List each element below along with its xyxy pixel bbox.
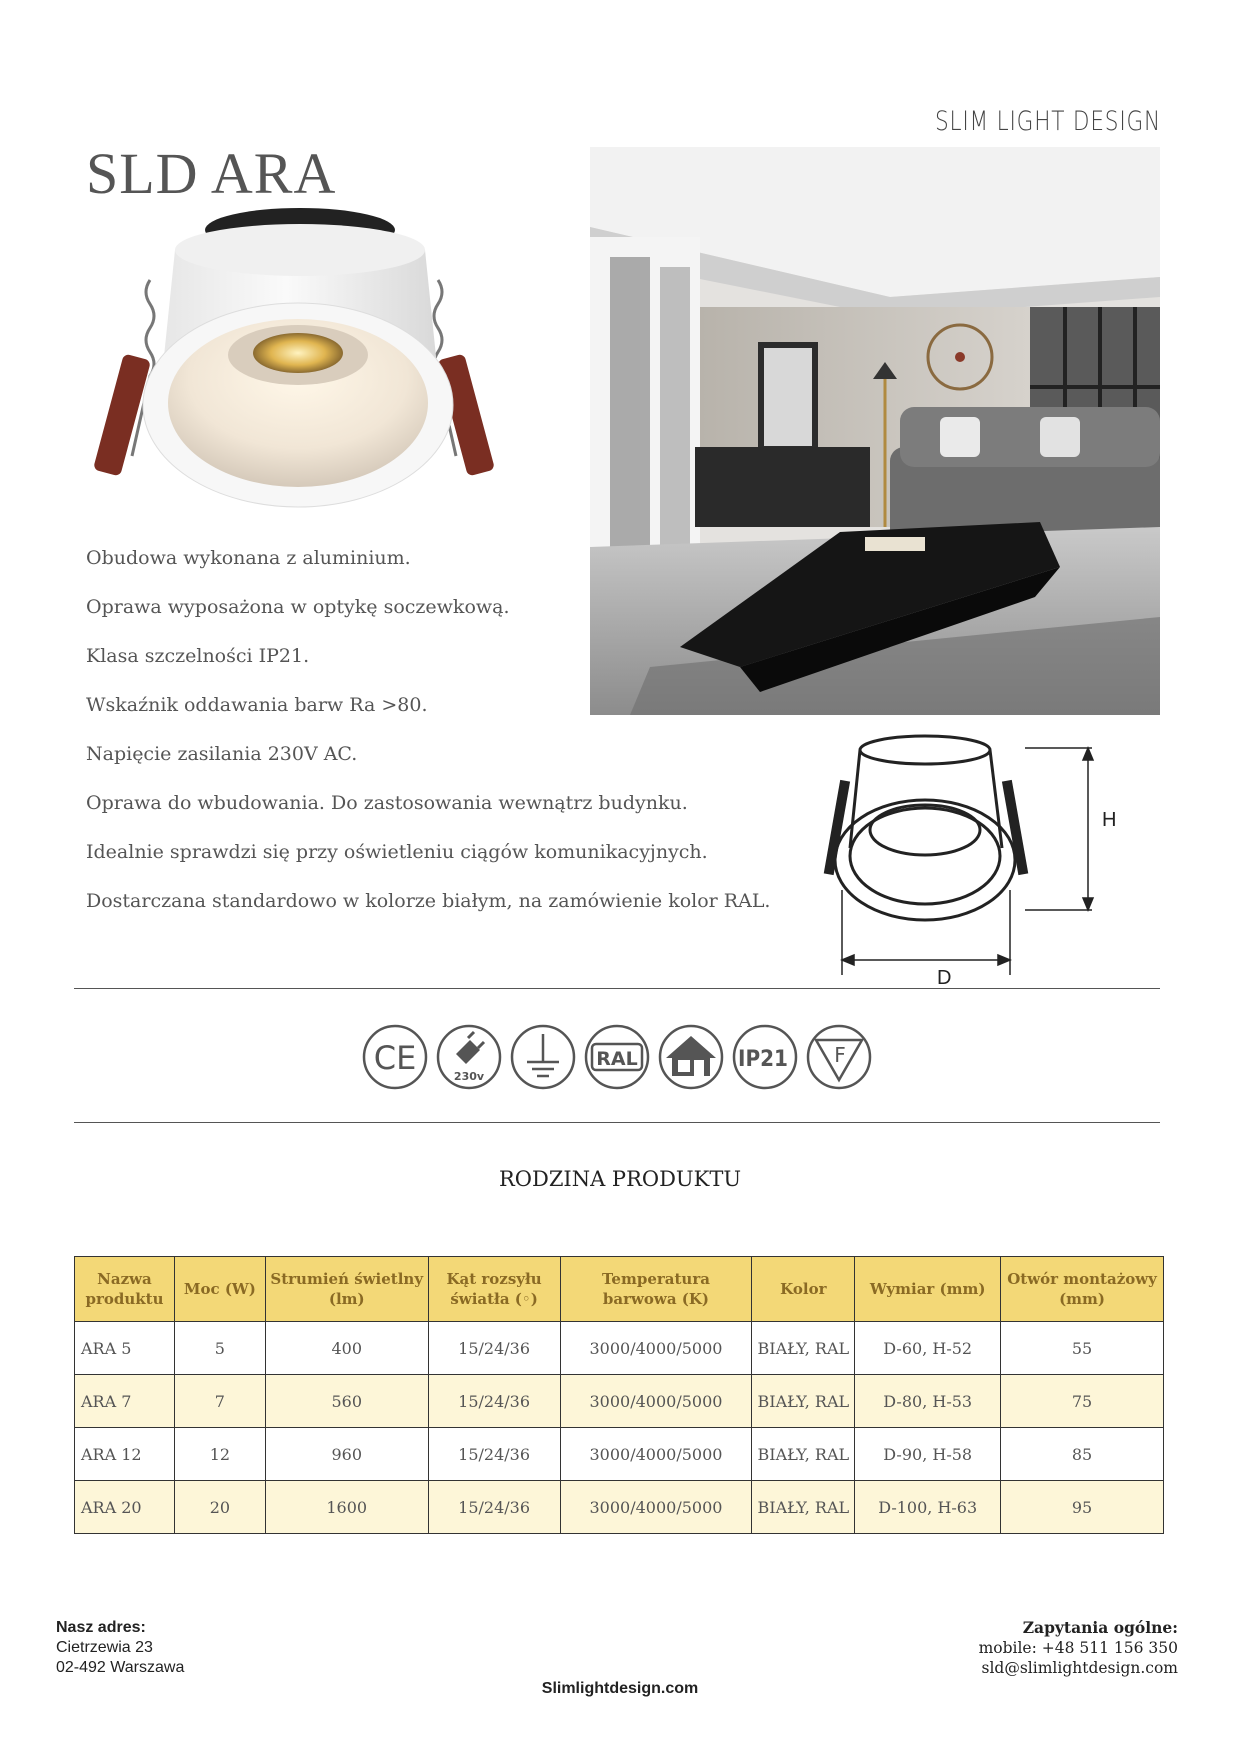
col-header: Moc (W) bbox=[174, 1257, 265, 1322]
feature-list bbox=[86, 545, 770, 937]
address-label: Nasz adres: bbox=[56, 1619, 146, 1636]
table-cell: BIAŁY, RAL bbox=[752, 1375, 855, 1428]
feature-item: Oprawa wyposażona w optykę soczewkową. bbox=[86, 596, 510, 618]
product-title: SLD ARA bbox=[86, 141, 337, 206]
col-header: Kąt rozsyłu światła (◦) bbox=[428, 1257, 560, 1322]
col-header: Kolor bbox=[752, 1257, 855, 1322]
col-header: Nazwa produktu bbox=[75, 1257, 175, 1322]
table-cell: BIAŁY, RAL bbox=[752, 1428, 855, 1481]
table-header-row bbox=[75, 1257, 1164, 1322]
table-cell: 75 bbox=[1001, 1375, 1164, 1428]
svg-text:IP21: IP21 bbox=[738, 1047, 788, 1072]
feature-item: Klasa szczelności IP21. bbox=[86, 645, 310, 667]
svg-text:F: F bbox=[834, 1043, 846, 1067]
feature-item: Oprawa do wbudowania. Do zastosowania wewnątrz budynku. bbox=[86, 792, 688, 814]
f-mark-icon bbox=[806, 1024, 872, 1090]
divider-bottom bbox=[74, 1122, 1160, 1123]
table-cell: 20 bbox=[174, 1481, 265, 1534]
table-cell: 85 bbox=[1001, 1428, 1164, 1481]
feature-item: Dostarczana standardowo w kolorze białym, na zamówienie kolor RAL. bbox=[86, 890, 771, 912]
table-cell: BIAŁY, RAL bbox=[752, 1322, 855, 1375]
table-cell: 3000/4000/5000 bbox=[560, 1428, 752, 1481]
address-city: 02-492 Warszawa bbox=[56, 1659, 185, 1676]
table-cell: D-100, H-63 bbox=[855, 1481, 1001, 1534]
height-label: H bbox=[1102, 809, 1117, 831]
col-header: Otwór montażowy (mm) bbox=[1001, 1257, 1164, 1322]
section-title: RODZINA PRODUKTU bbox=[498, 1167, 742, 1191]
table-cell: 7 bbox=[174, 1375, 265, 1428]
brand-logo bbox=[935, 100, 1163, 140]
plug-230v-icon bbox=[436, 1024, 502, 1090]
ce-mark-icon bbox=[362, 1024, 428, 1090]
contact-block bbox=[979, 1618, 1178, 1678]
product-photo bbox=[90, 205, 510, 535]
table-cell: 5 bbox=[174, 1322, 265, 1375]
divider-top bbox=[74, 988, 1160, 989]
ip21-icon bbox=[732, 1024, 798, 1090]
table-cell: 3000/4000/5000 bbox=[560, 1322, 752, 1375]
feature-item: Idealnie sprawdzi się przy oświetleniu ciągów komunikacyjnych. bbox=[86, 841, 708, 863]
table-cell: 400 bbox=[265, 1322, 428, 1375]
table-cell: 15/24/36 bbox=[428, 1375, 560, 1428]
indoor-house-icon bbox=[658, 1024, 724, 1090]
svg-text:CE: CE bbox=[373, 1039, 417, 1077]
table-row bbox=[75, 1375, 1164, 1428]
address-street: Cietrzewia 23 bbox=[56, 1639, 153, 1656]
table-row bbox=[75, 1428, 1164, 1481]
table-row bbox=[75, 1322, 1164, 1375]
col-header: Wymiar (mm) bbox=[855, 1257, 1001, 1322]
feature-item: Wskaźnik oddawania barw Ra >80. bbox=[86, 694, 428, 716]
website-link[interactable]: Slimlightdesign.com bbox=[541, 1680, 699, 1697]
table-cell: 15/24/36 bbox=[428, 1481, 560, 1534]
contact-label: Zapytania ogólne: bbox=[1022, 1618, 1178, 1637]
feature-item: Obudowa wykonana z aluminium. bbox=[86, 547, 411, 569]
table-cell: 3000/4000/5000 bbox=[560, 1481, 752, 1534]
table-cell: BIAŁY, RAL bbox=[752, 1481, 855, 1534]
table-cell: 3000/4000/5000 bbox=[560, 1375, 752, 1428]
table-cell: 15/24/36 bbox=[428, 1428, 560, 1481]
diameter-label: D bbox=[937, 967, 952, 989]
ral-icon bbox=[584, 1024, 650, 1090]
table-cell: D-80, H-53 bbox=[855, 1375, 1001, 1428]
table-cell: 55 bbox=[1001, 1322, 1164, 1375]
table-cell: D-90, H-58 bbox=[855, 1428, 1001, 1481]
table-cell: 960 bbox=[265, 1428, 428, 1481]
col-header: Temperatura barwowa (K) bbox=[560, 1257, 752, 1322]
table-cell: 15/24/36 bbox=[428, 1322, 560, 1375]
address-block bbox=[56, 1618, 184, 1678]
contact-email[interactable]: sld@slimlightdesign.com bbox=[981, 1659, 1178, 1677]
table-cell: 1600 bbox=[265, 1481, 428, 1534]
certification-icons bbox=[362, 1024, 872, 1090]
table-cell: D-60, H-52 bbox=[855, 1322, 1001, 1375]
table-cell: 560 bbox=[265, 1375, 428, 1428]
col-header: Strumień świetlny (lm) bbox=[265, 1257, 428, 1322]
table-row bbox=[75, 1481, 1164, 1534]
svg-text:RAL: RAL bbox=[596, 1048, 638, 1070]
brand-logo-text: SLIM LIGHT DESIGN bbox=[935, 106, 1161, 137]
dimension-drawing bbox=[820, 730, 1160, 989]
product-family-table bbox=[74, 1256, 1164, 1534]
feature-item: Napięcie zasilania 230V AC. bbox=[86, 743, 358, 765]
table-cell: ARA 5 bbox=[75, 1322, 175, 1375]
table-cell: ARA 20 bbox=[75, 1481, 175, 1534]
table-cell: 95 bbox=[1001, 1481, 1164, 1534]
table-cell: ARA 7 bbox=[75, 1375, 175, 1428]
svg-text:230v: 230v bbox=[453, 1070, 485, 1083]
table-cell: ARA 12 bbox=[75, 1428, 175, 1481]
ground-icon bbox=[510, 1024, 576, 1090]
table-cell: 12 bbox=[174, 1428, 265, 1481]
contact-phone[interactable]: mobile: +48 511 156 350 bbox=[978, 1639, 1178, 1657]
